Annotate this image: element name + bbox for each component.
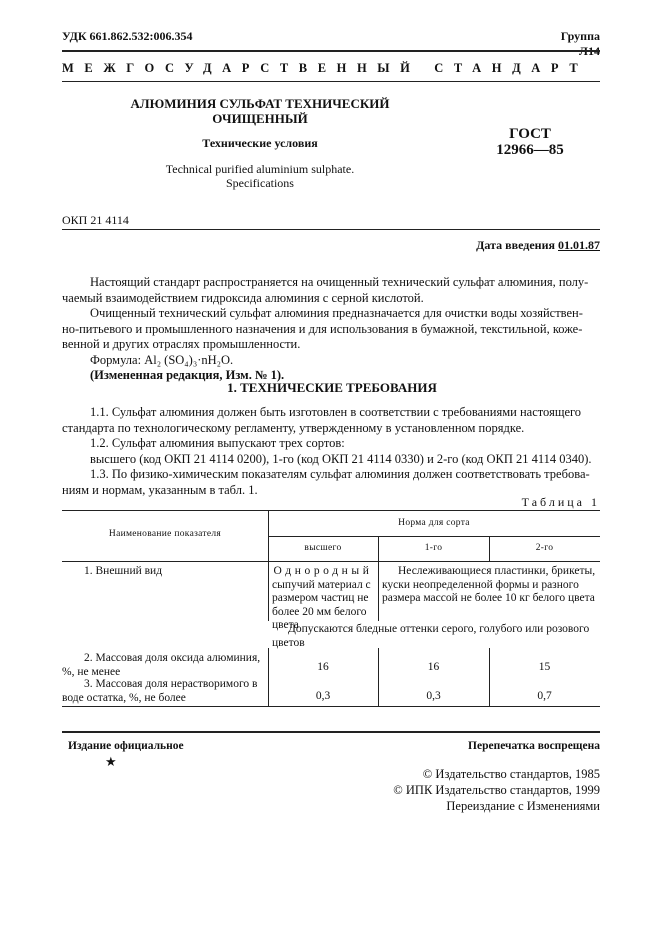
gost-designation — [470, 126, 590, 158]
doc-title-line1: АЛЮМИНИЯ СУЛЬФАТ ТЕХНИЧЕСКИЙ — [130, 96, 390, 111]
clause-1-2-line1: 1.2. Сульфат алюминия выпускают трех сортов: — [90, 436, 345, 450]
row2-name-line2: %, не менее — [62, 665, 121, 678]
intro-date — [400, 238, 600, 253]
row3-value-2: 0,7 — [537, 690, 552, 702]
okp-code: ОКП 21 4114 — [62, 213, 129, 227]
copyright-1999: © ИПК Издательство стандартов, 1999 — [393, 783, 600, 797]
gost-label: ГОСТ — [509, 126, 551, 142]
section1-text — [62, 405, 602, 498]
group-code: Группа — [560, 29, 600, 43]
star-icon: ★ — [105, 754, 117, 769]
row1-note-line1: Допускаются бледные оттенки серого, голубого или розового — [288, 623, 590, 635]
standard-banner: МЕЖГОСУДАРСТВЕННЫЙ СТАНДАРТ — [62, 61, 589, 75]
col-header-norm: Норма для сорта — [398, 518, 470, 528]
udk-code: УДК 661.862.532:006.354 — [62, 29, 193, 43]
copyright-block — [360, 766, 600, 814]
table-bottom-rule — [62, 706, 600, 707]
intro-p2-line3: венной и других отраслях промышленности. — [62, 337, 301, 351]
row3-value-1: 0,3 — [426, 690, 441, 702]
row1-top-line5: цвета — [272, 619, 299, 631]
copyright-1985: © Издательство стандартов, 1985 — [422, 767, 600, 781]
col-header-grade-2: 2-го — [535, 543, 554, 553]
english-title-line2: Specifications — [226, 176, 294, 190]
intro-date-label: Дата введения — [476, 238, 555, 252]
intro-date-value: 01.01.87 — [558, 238, 600, 252]
doc-title-english — [110, 162, 410, 190]
doc-title-line2: ОЧИЩЕННЫЙ — [212, 111, 308, 126]
english-title-line1: Technical purified aluminium sulphate. — [165, 162, 355, 176]
row3-name-line2: воде остатка, %, не более — [62, 691, 186, 704]
banner-rule — [62, 81, 600, 82]
reprint-notice: Перепечатка воспрещена — [468, 740, 600, 752]
table-header-rule — [62, 561, 600, 562]
row1-top-line3: размером частиц не — [272, 592, 369, 604]
row3-name-line1: 3. Массовая доля нерастворимого в — [84, 678, 258, 690]
col-header-grade-1: 1-го — [424, 543, 443, 553]
clause-1-3-line2: ниям и нормам, указанным в табл. 1. — [62, 482, 258, 497]
col-header-grade-top: высшего — [304, 543, 342, 553]
doc-subtitle: Технические условия — [202, 136, 318, 150]
row1-other-line2: куски неопределенной формы и разного — [382, 578, 579, 591]
row2-name-line1: 2. Массовая доля оксида алюминия, — [84, 652, 261, 664]
row1-name: 1. Внешний вид — [84, 565, 163, 577]
section-heading: 1. ТЕХНИЧЕСКИЕ ТРЕБОВАНИЯ — [227, 380, 437, 395]
row1-top-line4: более 20 мм белого — [272, 605, 367, 618]
intro-p2-line2: но-питьевого и промышленного назначения и для использования в бумажной, текстильной, коже- — [62, 321, 583, 336]
row3-value-top: 0,3 — [315, 690, 331, 702]
table-top-rule — [62, 510, 600, 511]
clause-1-3-line1: 1.3. По физико-химическим показателям сульфат алюминия должен соответствовать требова- — [90, 467, 590, 481]
formula-label: Формула: — [90, 352, 142, 367]
intro-p1-line1: Настоящий стандарт распространяется на очищенный технический сульфат алюминия, полу- — [90, 275, 589, 289]
intro-text — [62, 275, 602, 384]
intro-p2-line1: Очищенный технический сульфат алюминия предназначается для очистки воды хозяйствен- — [90, 306, 583, 320]
intro-p1-line2: чаемый взаимодействием гидроксида алюминия с серной кислотой. — [62, 290, 424, 305]
row2-value-1: 16 — [427, 661, 440, 673]
row1-other-line1: Неслеживающиеся пластинки, брикеты, — [398, 565, 596, 577]
gost-number: 12966—85 — [496, 142, 564, 158]
formula-line — [62, 353, 602, 369]
row1-other-line3: размера массой не более 10 кг белого цвета — [382, 592, 595, 604]
body-vline-2a — [378, 561, 379, 621]
row1-top-line2: сыпучий материал с — [272, 578, 371, 591]
clause-1-1-line2: стандарта по технологическому регламенту, утвержденному в установленном порядке. — [62, 420, 525, 435]
clause-1-2-line2: высшего (код ОКП 21 4114 0200), 1-го (код ОКП 21 4114 0330) и 2-го (код ОКП 21 4114 0340). — [90, 451, 592, 466]
official-edition: Издание официальное — [68, 740, 184, 752]
row2-value-2: 15 — [538, 661, 551, 673]
okp-rule — [62, 229, 600, 230]
top-rule — [62, 50, 600, 52]
row1-note-line2: цветов — [272, 636, 305, 649]
reissue-note: Переиздание с Изменениями — [446, 799, 600, 813]
footer-rule — [62, 731, 600, 733]
body-vline-1a — [268, 561, 269, 621]
clause-1-1-line1: 1.1. Сульфат алюминия должен быть изготовлен в соответствии с требованиями настоящего — [90, 405, 582, 419]
row1-other-grades — [382, 565, 598, 606]
amendment-note: (Измененная редакция, Изм. № 1). — [90, 368, 285, 382]
row3-name — [62, 678, 266, 705]
table-caption: Таблица 1 — [521, 495, 600, 509]
doc-title — [110, 96, 410, 126]
row2-value-top: 16 — [317, 661, 329, 673]
col-header-indicator: Наименование показателя — [108, 529, 222, 539]
row1-note — [272, 623, 600, 650]
formula-value: Al₂ (SO₄)₃·nH₂O. — [144, 352, 234, 367]
table-norm-rule — [268, 536, 600, 537]
row2-name — [62, 652, 266, 679]
row1-top-line1: Однородный — [273, 565, 373, 577]
